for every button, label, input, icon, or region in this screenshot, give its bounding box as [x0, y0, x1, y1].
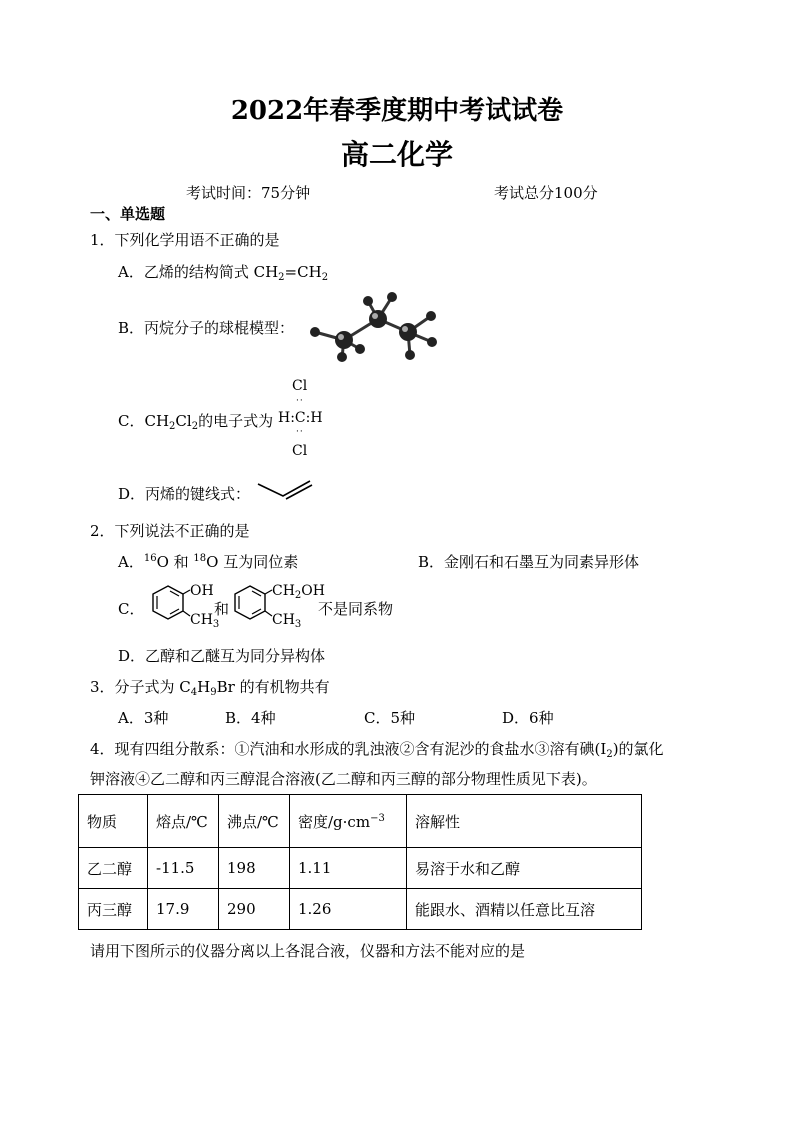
q1-option-a: A．乙烯的结构简式 $CH_2=CH_2$ — [118, 263, 329, 283]
q2-option-b: B．金刚石和石墨互为同素异形体 — [418, 553, 640, 571]
properties-table — [78, 794, 642, 930]
table-row — [79, 848, 642, 889]
q1-option-c: C．$CH_2Cl_2$的电子式为 — [118, 412, 274, 432]
q1-option-b: B．丙烷分子的球棍模型： — [118, 319, 295, 337]
ch3-label-2: $CH_3$ — [272, 612, 302, 630]
ch3-label-1: $CH_3$ — [190, 612, 220, 630]
exam-subject: 高二化学 — [340, 138, 453, 171]
question-4-line-2: 钾溶液④乙二醇和丙三醇混合溶液(乙二醇和丙三醇的部分物理性质见下表)。 — [90, 770, 597, 788]
table-cell: 1.11 — [290, 848, 407, 889]
table-row — [79, 889, 642, 930]
q3-option-b: B．4种 — [225, 709, 276, 727]
electron-dots-top: ·· — [296, 396, 304, 406]
electron-formula-bottom-cl: Cl — [292, 443, 308, 459]
exam-time: 考试时间：75分钟 — [186, 184, 311, 202]
table-header-cell-density: 密度$/g\cdot cm^{-3}$ — [290, 795, 407, 848]
q2-option-c-suffix: 不是同系物 — [318, 600, 394, 618]
table-header-cell: 物质 — [79, 795, 148, 848]
table-cell: 290 — [219, 889, 290, 930]
table-cell: 1.26 — [290, 889, 407, 930]
propane-ball-stick-model — [300, 287, 450, 367]
q3-option-c: C．5种 — [364, 709, 416, 727]
question-4-instruction: 请用下图所示的仪器分离以上各混合液，仪器和方法不能对应的是 — [90, 942, 526, 960]
question-4-line-1: 4．现有四组分散系：①汽油和水形成的乳浊液②含有泥沙的食盐水③溶有碘$(I_2)$的氯化 — [90, 740, 664, 760]
q2-option-c-and: 和 — [214, 600, 230, 618]
section-title: 一、单选题 — [90, 205, 166, 223]
propene-skeletal-formula — [255, 476, 317, 502]
ch2oh-label: $CH_2OH$ — [272, 583, 325, 601]
table-cell: 能跟水、酒精以任意比互溶 — [407, 889, 642, 930]
table-cell: 丙三醇 — [79, 889, 148, 930]
question-2-stem: 2．下列说法不正确的是 — [90, 522, 250, 540]
table-cell: 乙二醇 — [79, 848, 148, 889]
oh-label: OH — [190, 583, 214, 599]
question-1-stem: 1．下列化学用语不正确的是 — [90, 231, 280, 249]
q1-option-d: D．丙烯的键线式： — [118, 485, 251, 503]
table-cell: 易溶于水和乙醇 — [407, 848, 642, 889]
q3-option-d: D．6种 — [502, 709, 554, 727]
electron-formula-top-cl: Cl — [292, 378, 308, 394]
question-3-stem: 3．分子式为 $C_4H_9Br$ 的有机物共有 — [90, 678, 330, 698]
q2-option-c-label: C． — [118, 600, 145, 618]
table-header-cell: 沸点/℃ — [219, 795, 290, 848]
exam-score: 考试总分100分 — [494, 184, 598, 202]
q3-option-a: A．3种 — [118, 709, 169, 727]
electron-dots-bottom: ·· — [296, 427, 304, 437]
q2-option-a: A．$^{16}$O 和 $^{18}$O 互为同位素 — [118, 553, 299, 571]
q2-option-d: D．乙醇和乙醚互为同分异构体 — [118, 647, 326, 665]
electron-formula-middle: H:C:H — [278, 410, 323, 426]
exam-title: 2022年春季度期中考试试卷 — [230, 96, 564, 126]
table-header-cell: 溶解性 — [407, 795, 642, 848]
table-cell: 198 — [219, 848, 290, 889]
table-cell: 17.9 — [148, 889, 219, 930]
table-cell: -11.5 — [148, 848, 219, 889]
table-header-row — [79, 795, 642, 848]
table-header-cell: 熔点/℃ — [148, 795, 219, 848]
